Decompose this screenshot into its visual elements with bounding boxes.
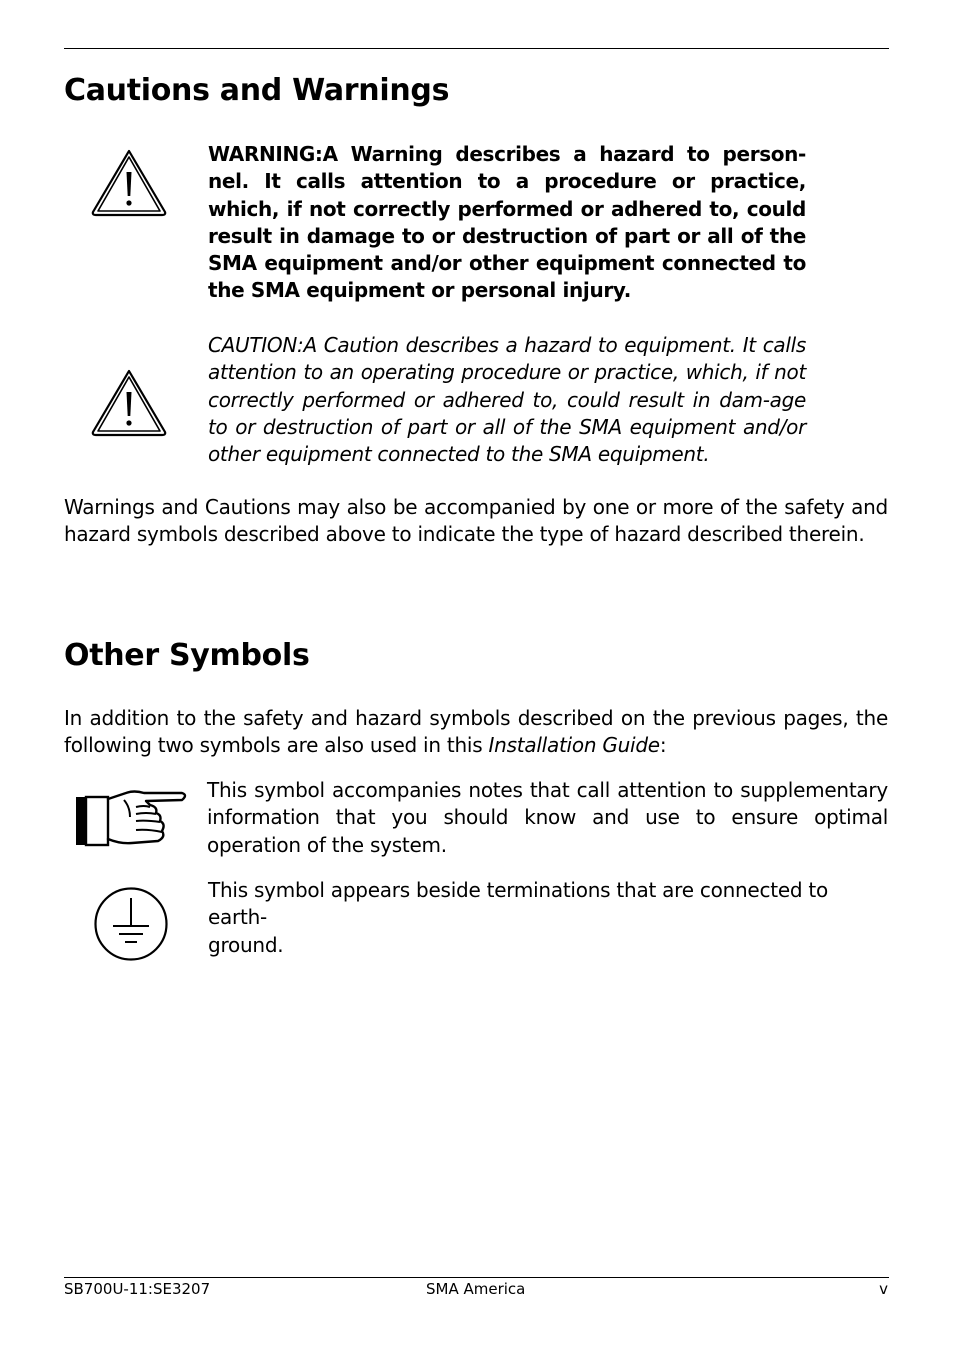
warning-body: A Warning describes a hazard to person-nel. It calls attention to a procedure or practice, which, if not correctly performed or adhered to, could result in damage to or destruction of part or all of the SMA equipment and/or other equipment connected to the SMA equipment or personal injury. — [208, 142, 806, 303]
warning-paragraph — [208, 141, 806, 305]
intro-body: In addition to the safety and hazard symbols described on the previous pages, the following two symbols are also used in this — [64, 706, 888, 758]
warning-label: WARNING: — [208, 142, 323, 166]
header-rule — [64, 48, 889, 49]
footer-company: SMA America — [426, 1280, 526, 1298]
caution-label: CAUTION: — [208, 333, 304, 357]
caution-body: A Caution describes a hazard to equipment. It calls attention to an operating procedure or practice, which, if not correctly performed or adhered to, could result in dam-age to or destruction of part or all of the SMA equipment and/or other equipment connected to the SMA equipment. — [208, 333, 806, 467]
intro-emphasis: Installation Guide — [488, 733, 660, 758]
pointing-hand-icon — [74, 787, 190, 847]
warning-triangle-icon — [90, 148, 168, 218]
caution-triangle-icon — [90, 368, 168, 438]
footer-page-number: v — [879, 1280, 888, 1298]
footer-rule — [64, 1277, 889, 1278]
intro-end: : — [659, 733, 667, 758]
ground-symbol-paragraph — [208, 877, 888, 959]
caution-paragraph — [208, 332, 806, 468]
accompany-paragraph: Warnings and Cautions may also be accompanied by one or more of the safety and hazard symbols described above to indicate the type of hazard described therein. — [64, 495, 888, 547]
section-heading-other-symbols: Other Symbols — [64, 638, 310, 673]
section-heading-cautions: Cautions and Warnings — [64, 73, 450, 108]
footer-document-id: SB700U-11:SE3207 — [64, 1280, 211, 1298]
intro-paragraph — [64, 705, 888, 760]
ground-text-line1: This symbol appears beside terminations that are connected to earth- — [208, 878, 829, 930]
earth-ground-icon — [93, 886, 169, 962]
ground-text-line2: ground. — [208, 932, 284, 957]
note-symbol-paragraph: This symbol accompanies notes that call attention to supplementary information that you should know and use to ensure optimal operation of the system. — [207, 778, 888, 857]
